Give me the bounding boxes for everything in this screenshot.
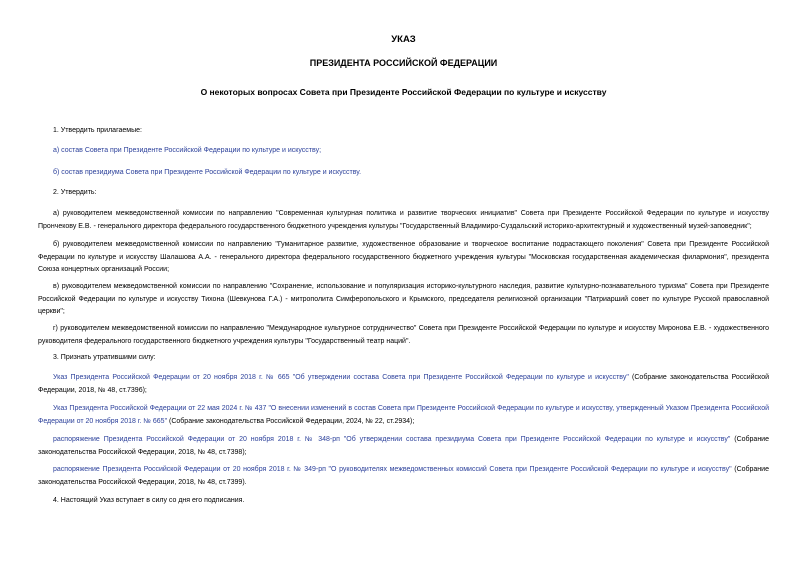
document-title: УКАЗ [391, 34, 416, 45]
link-presidium-composition[interactable]: б) состав президиума Совета при Президенте Российской Федерации по культуре и искусству. [53, 169, 362, 176]
repealed-item-1-source: (Собрание законодательства Российской Федерации, 2018, № 48, ст.7396); [38, 374, 769, 394]
link-decree-437[interactable]: Указ Президента Российской Федерации от 22 мая 2024 г. № 437 "О внесении изменений в состав Совета при Президенте Российской Федерации по культуре и искусству, утвержденный Указом Президента Российской Федерации от 20 ноября 2018 г. № 665" [38, 405, 769, 425]
repealed-item-4-source: (Собрание законодательства Российской Федерации, 2018, № 48, ст.7399). [38, 466, 769, 486]
link-order-349[interactable]: распоряжение Президента Российской Федерации от 20 ноября 2018 г. № 349-рп "О руководителях межведомственных комиссий Совета при Президенте Российской Федерации по культуре и искусству" [53, 466, 732, 473]
clause-2c: в) руководителем межведомственной комиссии по направлению "Сохранение, использование и популяризация историко-культурного наследия, развитие культурно-познавательного туризма" Совета при Президенте Российской Федерации по культуре и искусству Тихона (Шевкунова Г.А.) - митрополита Симферопольского и Крымского, председателя религиозной организации "Патриарший совет по культуре Русской православной церкви"; [38, 283, 769, 315]
link-council-composition[interactable]: а) состав Совета при Президенте Российской Федерации по культуре и искусству; [53, 147, 322, 154]
document-heading: О некоторых вопросах Совета при Президенте Российской Федерации по культуре и искусству [200, 87, 607, 97]
repealed-item-3 [38, 434, 769, 459]
repealed-item-4 [38, 464, 769, 489]
repealed-item-1 [38, 372, 769, 397]
repealed-item-3-source: (Собрание законодательства Российской Федерации, 2018, № 48, ст.7398); [38, 436, 769, 456]
clause-1: 1. Утвердить прилагаемые: [53, 127, 142, 134]
link-order-348[interactable]: распоряжение Президента Российской Федерации от 20 ноября 2018 г. № 348-рп "Об утверждении состава президиума Совета при Президенте Российской Федерации по культуре и искусству" [53, 436, 731, 443]
clause-2b: б) руководителем межведомственной комиссии по направлению "Гуманитарное развитие, художественное образование и творческое воспитание подрастающего поколения" Совета при Президенте Российской Федерации по культуре и искусству Шалашова А.А. - генерального директора федерального государственного бюджетного учреждения культуры "Московская государственная академическая филармония", президента Союза концертных организаций России; [38, 241, 769, 273]
clause-2a: а) руководителем межведомственной комиссии по направлению "Современная культурная политика и развитие творческих инициатив" Совета при Президенте Российской Федерации по культуре и искусству Прончекову Е.В. - генерального директора федерального государственного бюджетного учреждения культуры "Государственный Владимиро-Суздальский историко-архитектурный и художественный музей-заповедник"; [38, 210, 769, 230]
repealed-item-2-source: (Собрание законодательства Российской Федерации, 2024, № 22, ст.2934); [167, 417, 415, 425]
clause-1a [38, 145, 769, 158]
clause-1b [38, 167, 769, 180]
clause-2d: г) руководителем межведомственной комиссии по направлению "Международное культурное сотрудничество" Совета при Президенте Российской Федерации по культуре и искусству Миронова Е.В. - художественного руководителя федерального государственного бюджетного учреждения культуры "Государственный театр наций". [38, 325, 769, 345]
clause-4: 4. Настоящий Указ вступает в силу со дня его подписания. [53, 497, 245, 504]
clause-3: 3. Признать утратившими силу: [53, 354, 156, 361]
clause-2: 2. Утвердить: [53, 189, 97, 196]
link-decree-665[interactable]: Указ Президента Российской Федерации от 20 ноября 2018 г. № 665 "Об утверждении состава Совета при Президенте Российской Федерации по культуре и искусству" [53, 374, 629, 381]
document-subtitle: ПРЕЗИДЕНТА РОССИЙСКОЙ ФЕДЕРАЦИИ [309, 58, 498, 68]
repealed-item-2 [38, 403, 769, 428]
